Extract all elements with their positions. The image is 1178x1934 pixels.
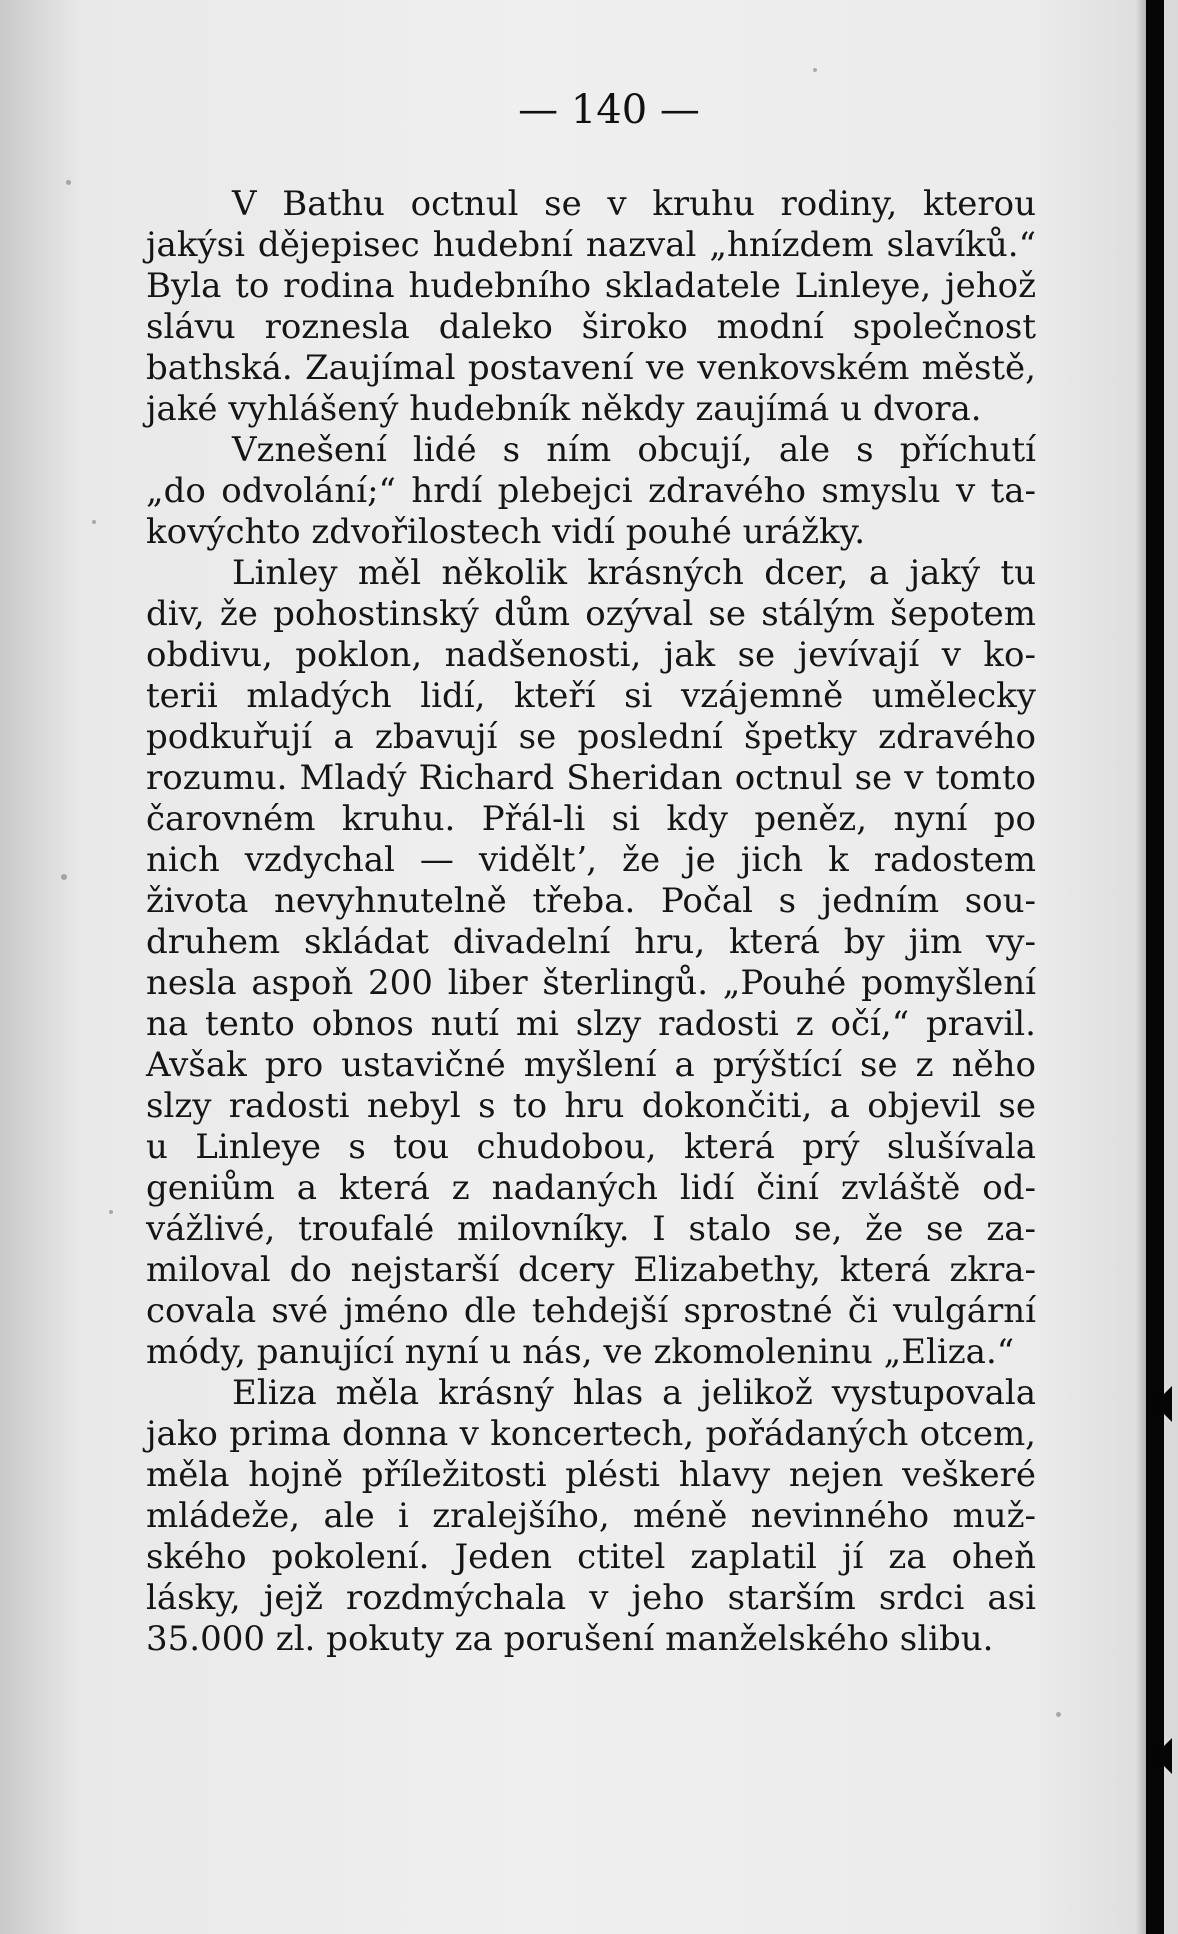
text-line: u Linleye s tou chudobou, která prý slušívala — [146, 1127, 1036, 1167]
text-line: Vznešení lidé s ním obcují, ale s příchutí — [232, 430, 1036, 470]
text-line: nesla aspoň 200 liber šterlingů. „Pouhé pomyšlení — [146, 963, 1036, 1003]
text-line: druhem skládat divadelní hru, která by jim vy- — [146, 922, 1036, 962]
text-line: na tento obnos nutí mi slzy radosti z očí,“ pravil. — [146, 1004, 1036, 1044]
body-text — [146, 184, 1036, 1660]
page-number: — 140 — — [518, 87, 700, 133]
page-edge-notch — [1154, 1738, 1172, 1774]
text-line: bathská. Zaujímal postavení ve venkovském městě, — [146, 348, 1036, 388]
text-line: vážlivé, troufalé milovníky. I stalo se, že se za- — [146, 1209, 1036, 1249]
text-line: lásky, jejž rozdmýchala v jeho starším srdci asi — [146, 1578, 1036, 1618]
page-edge-black-border — [1146, 0, 1164, 1934]
text-line: jako prima donna v koncertech, pořádaných otcem, — [146, 1414, 1036, 1454]
text-line: 35.000 zl. pokuty za porušení manželského slibu. — [146, 1619, 994, 1659]
text-line: nich vzdychal — viděltʼ, že je jich k radostem — [146, 840, 1036, 880]
text-line: Byla to rodina hudebního skladatele Linleye, jehož — [146, 266, 1036, 306]
text-line: covala své jméno dle tehdejší sprostné či vulgární — [146, 1291, 1036, 1331]
paper-speck — [813, 68, 817, 72]
text-line: mládeže, ale i zralejšího, méně nevinného muž- — [146, 1496, 1036, 1536]
text-line: slávu roznesla daleko široko modní společnost — [146, 307, 1036, 347]
binding-shadow — [1136, 0, 1146, 1934]
text-line: rozumu. Mladý Richard Sheridan octnul se v tomto — [146, 758, 1036, 798]
text-line: podkuřují a zbavují se poslední špetky zdravého — [146, 717, 1036, 757]
text-line: terii mladých lidí, kteří si vzájemně umělecky — [146, 676, 1036, 716]
text-line: života nevyhnutelně třeba. Počal s jedním sou- — [146, 881, 1036, 921]
text-line: miloval do nejstarší dcery Elizabethy, která zkra- — [146, 1250, 1036, 1290]
paper-speck — [66, 180, 71, 185]
paper-speck — [1056, 1712, 1061, 1717]
paragraph — [146, 430, 1036, 553]
text-line: jakýsi dějepisec hudební nazval „hnízdem slavíků.“ — [146, 225, 1036, 265]
paragraph — [146, 184, 1036, 430]
text-line: „do odvolání;“ hrdí plebejci zdravého smyslu v ta- — [146, 471, 1036, 511]
text-line: obdivu, poklon, nadšenosti, jak se jevívají v ko- — [146, 635, 1036, 675]
text-line: Eliza měla krásný hlas a jelikož vystupovala — [232, 1373, 1036, 1413]
text-line: Linley měl několik krásných dcer, a jaký tu — [232, 553, 1036, 593]
paper-speck — [92, 520, 96, 524]
text-line: geniům a která z nadaných lidí činí zvláště od- — [146, 1168, 1036, 1208]
text-line: V Bathu octnul se v kruhu rodiny, kterou — [232, 184, 1036, 224]
paragraph — [146, 1373, 1036, 1660]
text-line: div, že pohostinský dům ozýval se stálým šepotem — [146, 594, 1036, 634]
text-line: jaké vyhlášený hudebník někdy zaujímá u dvora. — [146, 389, 982, 429]
text-line: slzy radosti nebyl s to hru dokončiti, a objevil se — [146, 1086, 1036, 1126]
text-line: kovýchto zdvořilostech vidí pouhé urážky. — [146, 512, 866, 552]
text-line: ského pokolení. Jeden ctitel zaplatil jí za oheň — [146, 1537, 1036, 1577]
paper-speck — [109, 1210, 113, 1214]
text-line: měla hojně příležitosti plésti hlavy nejen veškeré — [146, 1455, 1036, 1495]
paragraph — [146, 553, 1036, 1373]
text-line: čarovném kruhu. Přál-li si kdy peněz, nyní po — [146, 799, 1036, 839]
text-line: Avšak pro ustavičné myšlení a prýštící se z něho — [146, 1045, 1036, 1085]
page-edge-notch — [1154, 1386, 1172, 1422]
text-line: módy, panující nyní u nás, ve zkomoleninu „Eliza.“ — [146, 1332, 1015, 1372]
paper-speck — [61, 874, 67, 880]
